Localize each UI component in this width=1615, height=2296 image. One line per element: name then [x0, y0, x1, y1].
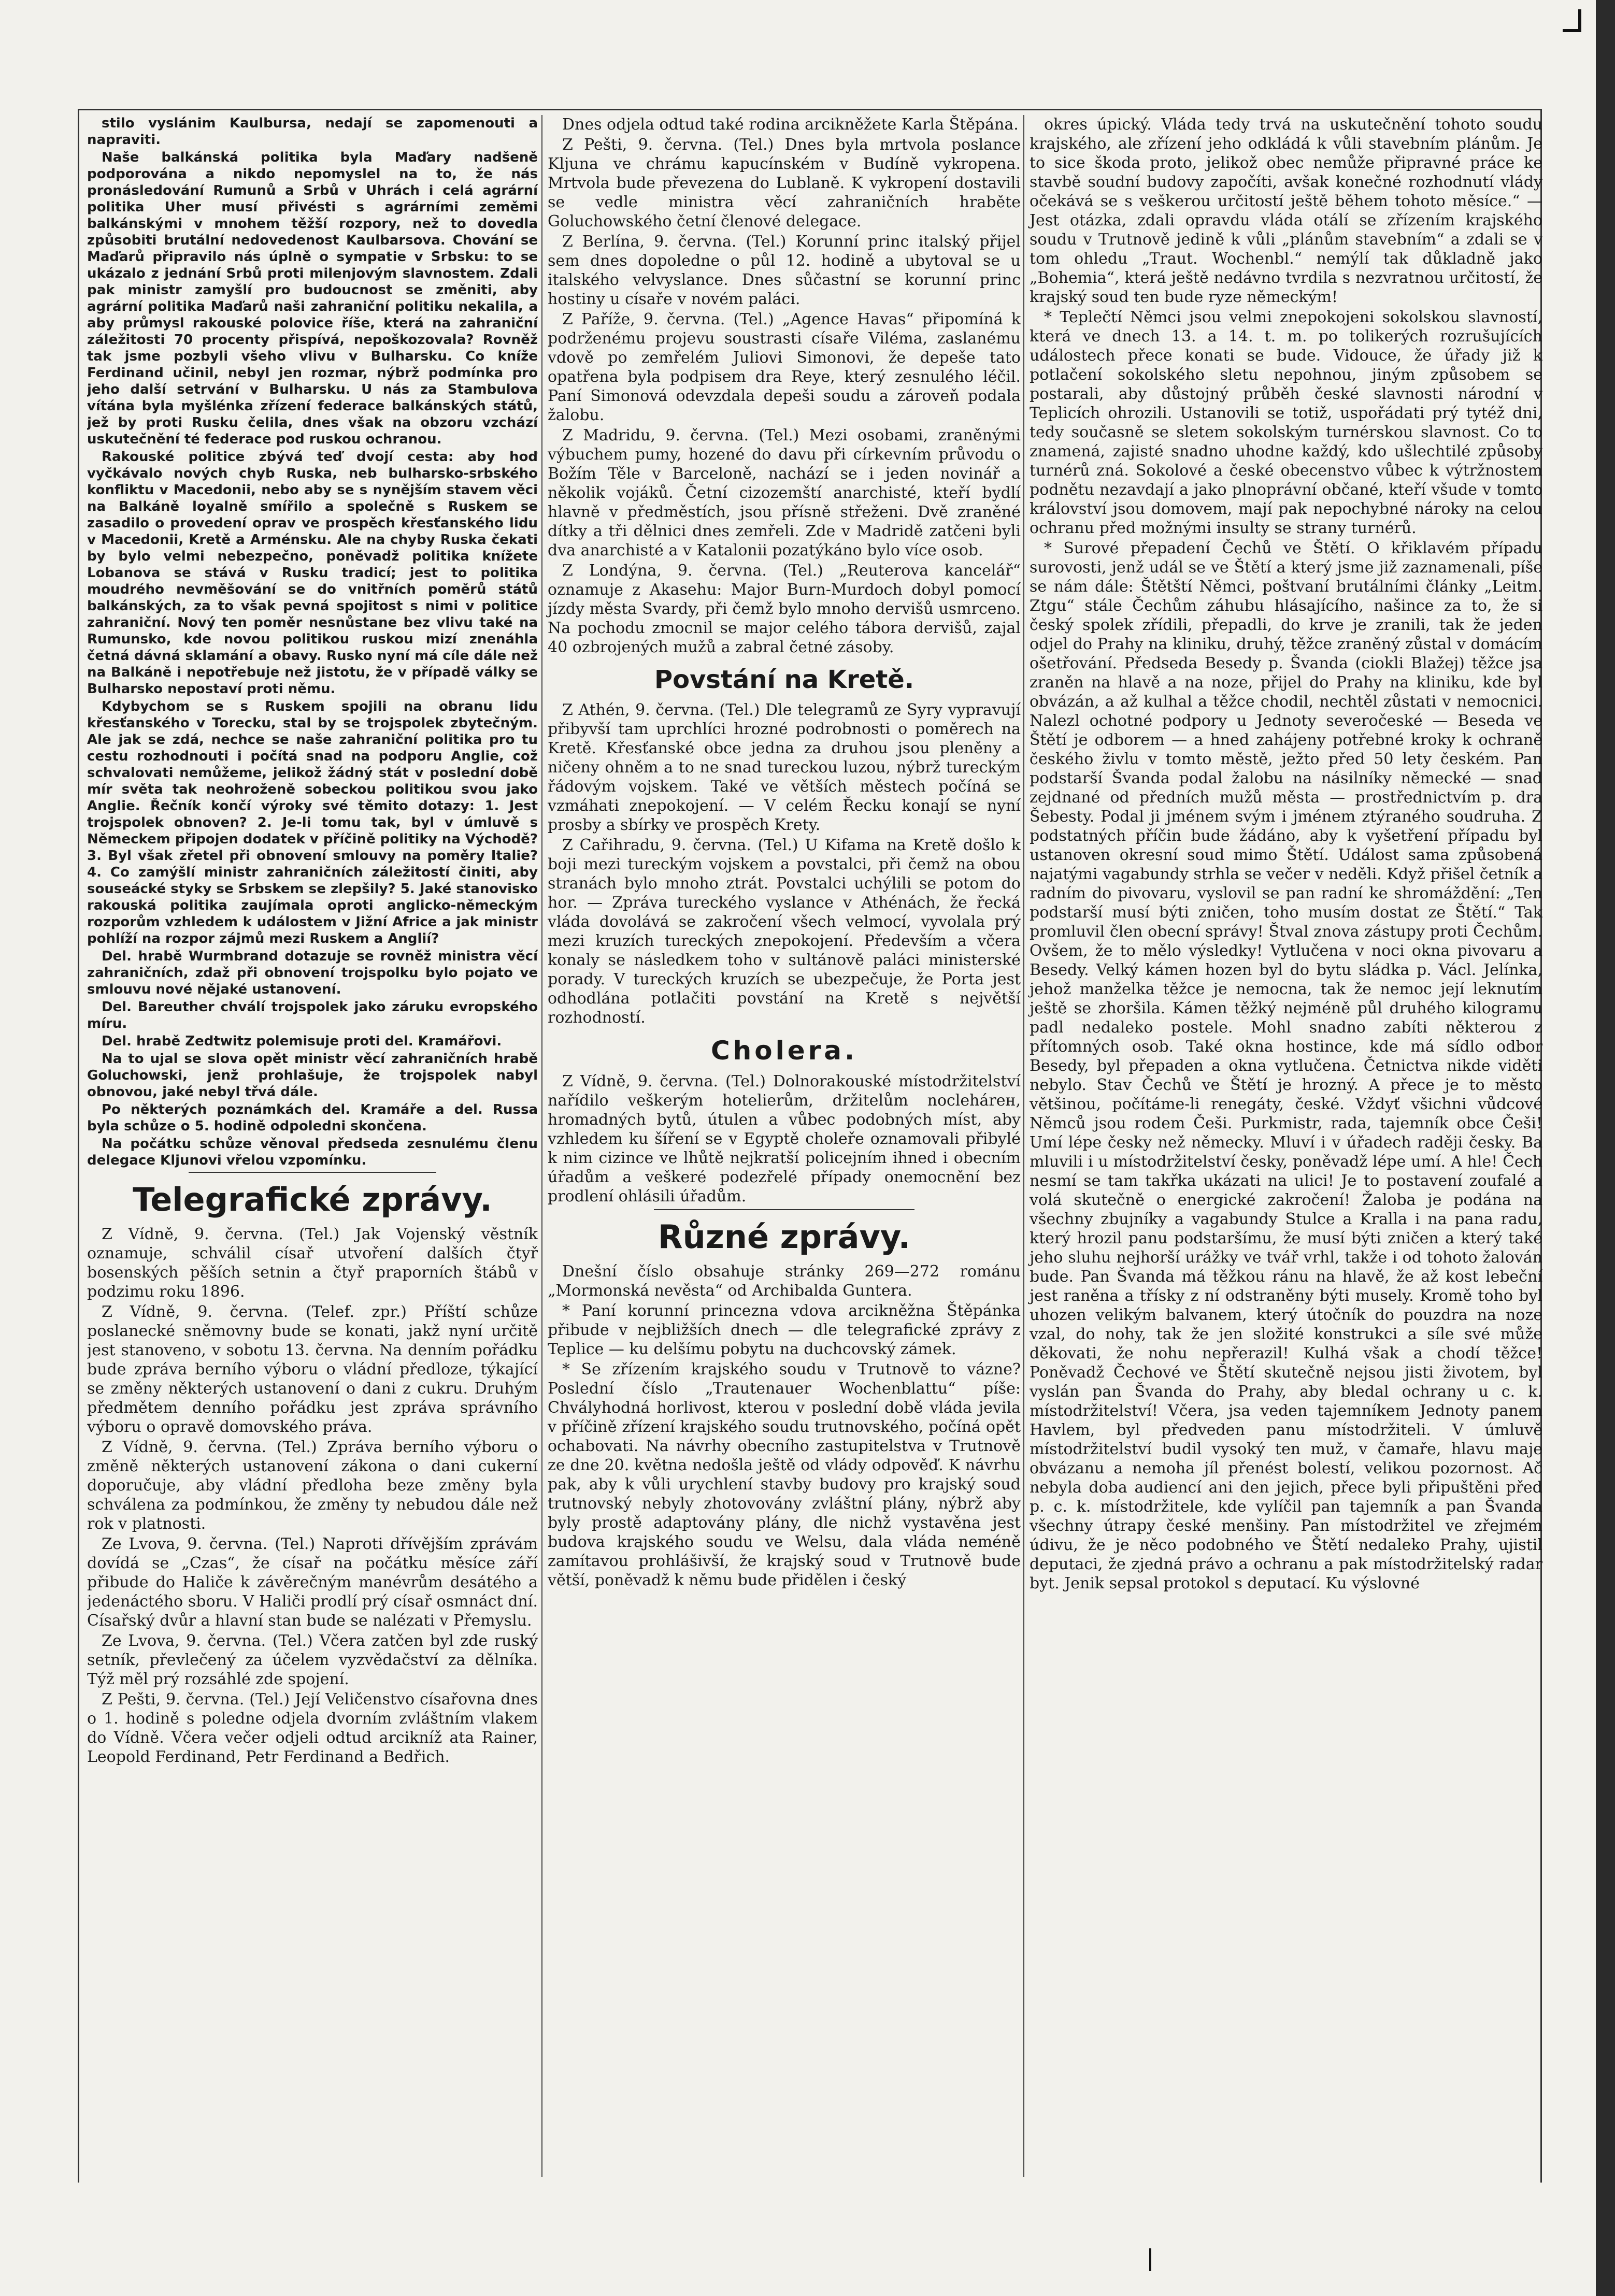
column-3 [1023, 115, 1542, 2177]
crop-mark [1563, 9, 1581, 32]
column-2 [541, 115, 1021, 2177]
paragraph: Del. hrabě Wurmbrand dotazuje se rovněž ministra věcí zahraničních, zdaž při obnovení trojspolku bylo pojato ve smlouvu nové nějaké ustanovení. [87, 949, 538, 997]
section-heading: Povstání na Kretě. [654, 665, 914, 694]
paragraph: Z Pešti, 9. června. (Tel.) Dnes byla mrtvola poslance Kljuna ve chrámu kapucínském v Budíně vykropena. Mrtvola bude převezena do Lublaně. K vykropení dostavili se vedle ministra věcí zahraničních hraběte Goluchowského četní členové delegace. [548, 136, 1021, 231]
paragraph: Ze Lvova, 9. června. (Tel.) Naproti dřívějším zprávám dovídá se „Czas“, že císař na počátku měsíce září přibude do Haliče k závěrečným manévrům desátého a jedenáctého sboru. V Haliči prodlí prý císař osmnáct dní. Císařský dvůr a hlavní stan bude se nalézati v Přemyslu. [87, 1535, 538, 1630]
paragraph: Z Madridu, 9. června. (Tel.) Mezi osobami, zraněnými výbuchem pumy, hozené do davu při církevním průvodu o Božím Těle v Barceloně, nachází se i jeden novinář a několik vojáků. Četní cizozemští anarchisté, kteří bydlí hlavně v předměstích, jsou přísně střeženi. Dvě zraněné dítky a tři dělnici dnes zemřeli. Zde v Madridě zatčeni byli dva anarchisté a v Katalonii pozatýkáno bylo více osob. [548, 426, 1021, 559]
paragraph: Z Vídně, 9. června. (Tel.) Jak Vojenský věstník oznamuje, schválil císař utvoření dalších čtyř bosenských pěších setnin a čtyř praporních štábů v podzimu roku 1896. [87, 1225, 538, 1301]
paragraph: * Paní korunní princezna vdova arcikněžna Štěpánka přibude v nejbližších dnech — dle telegrafické zprávy z Teplice — ku delšímu pobytu na duchcovský zámek. [548, 1302, 1021, 1358]
divider [654, 1209, 914, 1210]
section-heading: Telegrafické zprávy. [133, 1181, 492, 1218]
divider [189, 1172, 437, 1173]
print-mark [1149, 2248, 1151, 2271]
paragraph: Rakouské politice zbývá teď dvojí cesta: aby hoď vyčkávalo nových chyb Ruska, neb bulharsko-srbského konfliktu v Macedonii, nebo aby se s nynějším stavem věci na Balkáně loyalně smířilo a společně s Ruskem se zasadilo o provedení oprav ve prospěch křesťanského lidu v Macedonii, Kretě a Arménsku. Ale na chyby Ruska čekati by bylo velmi nebezpečno, poněvadž politika knížete Lobanova se stává v Rusku tradicí; jest to politika moudrého nevměšování se do vnitřních poměrů států balkánských, za to však pevná spojitost s nimi v politice zahraniční. Nový ten poměr nesnůstane bez vlivu také na Rumunsko, kde novou politikou ruskou mizí znenáhla četná dávná sklamání a obavy. Rusko nyní má cíle dále než na Balkáně i nepotřebuje než jistotu, že v případě války se Bulharsko nepostaví proti němu. [87, 449, 538, 697]
column-1 [87, 115, 538, 2177]
paragraph: Z Vídně, 9. června. (Tel.) Zpráva berního výboru o změně některých ustanovení zákona o dani cukerní doporučuje, aby vládní předloha beze změny byla schválena za podmínkou, že změny ty nebudou dále než rok v platnosti. [87, 1438, 538, 1533]
paragraph: * Surové přepadení Čechů ve Štětí. O křiklavém případu surovosti, jenž udál se ve Štětí a který jsme již zaznamenali, píše se nám dále: Štětští Němci, poštvaní brutálními články „Leitm. Ztgu“ stále Čechům záhubu hlásajícího, našince za to, že si český spolek zřídili, přepadli, do krve je zranili, tak že jeden odjel do Prahy na kliniku, druhý, těžce zraněný zůstal v domácím ošetřování. Předseda Besedy p. Švanda (ciokli Blažej) těžce jsa zraněn na hlavě a na noze, přijel do Prahy na kliniku, kde byl obvázán, a až kulhal a těžce chodil, nechtěl zůstati v nemocnici. Nalezl ochotné podpory u Jednoty severočeské — Beseda ve Štětí je odborem — a hned zahájeny potřebné kroky k ochraně českého živlu v tomto městě, ježto před 50 lety českém. Pan podstarší Švanda podal žalobu na násilníky německé — snad zejdnané od předních mužů města — prostřednictvím p. dra Šebesty. Podal ji jménem svým i jménem ztýraného soudruha. Z podstatných příčin bude žádáno, aby k vyšetření případu byl ustanoven okresní soud mimo Štětí. Událost sama způsobená najatými vagabundy strhla se večer v neděli. Když přišel četník a radním do pivovaru, vyslovil se pan radní ke shromáždění: „Ten podstarší musí býti zničen, toho musím dostat ze Štětí.“ Tak promluvil člen obecní správy! Štval znova zástupy proti Čechům. Ovšem, že to mělo výsledky! Vytlučena v noci okna pivovaru a Besedy. Velký kámen hozen byl do bytu sládka p. Václ. Jelínka, jehož manželka těžce je nemocna, tak že nemoc její leknutím ještě se zhoršila. Kámen těžký nejméně půl druhého kilogramu padl nedaleko postele. Mohl snadno zabíti některou z přítomných osob. Také okna hostince, kde má sídlo odbor Besedy, byl přepaden a okna vytlučena. Četnictva nikde viděti nebylo. Stav Čechů ve Štětí je hrozný. A přece je to město většinou, počítáme-li renegáty, české. Vždyť všichni vůdcové Němců jsou rodem Češi. Purkmistr, rada, tajemník obce Češi! Umí lépe česky než německy. Mluví i v úřadech raději česky. Ba mluvili i u místodržitelství česky, poněvadž lépe umí. A hle! Čech nesmí se tam takřka ukázati na ulici! Je to postavení zoufalé a volá skutečně o energické zakročení! Žaloba je podána na všechny zbujníky a vagabundy Stulce a Kralla i na pana radu, který hrozil panu podstaršímu, že musí býti zničen a který také jeho sluhu nejhorší urážky ve tvář vrhl, takže i od tohoto žalován bude. Pan Švanda má těžkou ránu na hlavě, že až kost lebeční jest raněna a třísky z ní odstraněny býti musely. Kromě toho byl uhozen velikým balvanem, který útočník do pouzdra na noze vzal, do nohy, tak že jen složité konstrukci a síle své může děkovati, že nohu nepřerazil! Kulhá však a chodí těžce! Poněvadž Čechové ve Štětí skutečně nejsou jisti životem, byl vyslán pan Švanda do Prahy, aby bledal ochrany u c. k. místodržitelství! Včera, jsa veden tajemníkem Jednoty panem Havlem, byl předveden panu místodržiteli. V úmluvě místodržitelství budil vysoký ten muž, v čamaře, hlavu maje obvázanu a nemoha jíl přenést bolestí, velikou pozornost. Ač nebyla doba audiencí ani den jejich, přece byli připuštěni před p. c. k. místodržitele, kde vylíčil pan tajemník a pan Švanda všechny útrapy české menšiny. Pan místodržitel ve zřejmém údivu, že je něco podobného ve Štětí nedaleko Prahy, ujistil deputaci, že zjedná právo a ochranu a pak místodržitelský radar byt. Jenik sepsal protokol s deputací. Ku výslovné [1030, 539, 1542, 1592]
paragraph: Del. Bareuther chválí trojspolek jako záruku evropského míru. [87, 999, 538, 1031]
paragraph: Kdybychom se s Ruskem spojili na obranu lidu křesťanského v Torecku, stal by se trojspolek zbytečným. Ale jak se zdá, nechce se naše zahraniční politika pro tu cestu rozhodnouti i počítá snad na podporu Anglie, což schvalovati nemůžeme, jelikož žádný stát v poslední době mír světa tak neohroženě sobeckou politikou svou jako Anglie. Řečník končí výroky své těmito dotazy: 1. Jest trojspolek obnoven? 2. Je-li tomu tak, byl v úmluvě s Německem připojen dodatek v příčině politiky na Východě? 3. Byl však zřetel při obnovení smlouvy na poměry Italie? 4. Co zamýšlí ministr zahraničních záležitostí činiti, aby souseácké styky se Srbskem se zlepšily? 5. Jaké stanovisko rakouská politika zaujímala oproti anglicko-německým rozporům vzhledem k událostem v Jižní Africe a jak ministr pohlíží na rozpor zájmů mezi Ruskem a Anglií? [87, 699, 538, 946]
paragraph: Z Paříže, 9. června. (Tel.) „Agence Havas“ připomíná k podrženému projevu soustrasti císaře Viléma, zaslanému vdově po zemřelém Juliovi Simonovi, že depeše tato opatřena byla podpisem dra Reye, který zesnulého léčil. Paní Simonová odevzdala depeši soudu a zároveň podala žalobu. [548, 310, 1021, 424]
paragraph: Po některých poznámkách del. Kramáře a del. Russa byla schůze o 5. hodině odpoledni skončena. [87, 1102, 538, 1134]
paragraph: Na to ujal se slova opět ministr věcí zahraničních hrabě Goluchowski, jenž prohlašuje, že trojspolek nabyl obnovou, jaké nebyl třvá dále. [87, 1051, 538, 1100]
paragraph: Ze Lvova, 9. června. (Tel.) Včera zatčen byl zde ruský setník, převlečený za účelem vyzvědačství za dělníka. Týž měl prý rozsáhlé zde spojení. [87, 1632, 538, 1688]
paragraph: * Teplečtí Němci jsou velmi znepokojeni sokolskou slavností, která ve dnech 13. a 14. t. m. po tolikerých rozrušujících událostech přece konati se bude. Vidouce, že úřady již k potlačení sokolského sletu nepohnou, jiným způsobem se postarali, aby důstojný průběh české slavnosti národní v Teplicích ohrozili. Ustanovili se totiž, uspořádati prý tytéž dni, tedy současně se sletem sokolským turnérskou slavnost. Co to znamená, zajisté snadno uhodne každý, kdo ušlechtilé způsoby turnérů zná. Sokolové a české obecenstvo vůbec k výtržnostem podnětu nezavdají a jako plnoprávní občané, kteří všude v tomto království jsou domovem, mají pak nepochybné nároky na celou ochranu před možnými insulty se strany turnérů. [1030, 308, 1542, 537]
section-heading: Různé zprávy. [658, 1218, 911, 1256]
paragraph: Dnes odjela odtud také rodina arcikněžete Karla Štěpána. [562, 116, 1019, 134]
paragraph: Z Athén, 9. června. (Tel.) Dle telegramů ze Syry vypravují přibyvší tam uprchlíci hrozné podrobnosti o poměrech na Kretě. Křesťanské obce jedna za druhou jsou pleněny a ničeny ohněm a to ne snad tureckou luzou, nýbrž tureckým řádovým vojskem. Také ve větších městech počíná se vzmáhati znepokojení. — V celém Řecku konají se nyní prosby a sbírky ve prospěch Krety. [548, 701, 1021, 834]
paragraph: Del. hrabě Zedtwitz polemisuje proti del. Kramářovi. [102, 1034, 502, 1049]
paragraph: Z Cařihradu, 9. června. (Tel.) U Kifama na Kretě došlo k boji mezi tureckým vojskem a povstalci, při čemž na obou stranách bylo mnoho ztrát. Povstalci uchýlili se potom do hor. — Zpráva tureckého vyslance v Athénách, že řecká vláda dovolává se zakročení všech velmocí, vyvolala prý mezi kruzích tureckých znepokojení. Především a včera konaly se následkem toho v sultánově paláci ministerské porady. V tureckých kruzích se ubezpečuje, že Porta jest odhodlána potlačiti povstání na Kretě s největší rozhodností. [548, 836, 1021, 1027]
paragraph: Z Berlína, 9. června. (Tel.) Korunní princ italský přijel sem dnes dopoledne o půl 12. hodině a ubytoval se u italského velvyslance. Dnes sůčastní se korunní princ hostiny u císaře v novém paláci. [548, 233, 1021, 308]
paragraph: Dnešní číslo obsahuje stránky 269—272 románu „Mormonská nevěsta“ od Archibalda Guntera. [548, 1262, 1021, 1300]
paragraph: Z Pešti, 9. června. (Tel.) Její Veličenstvo císařovna dnes o 1. hodině s poledne odjela dvorním zvláštním vlakem do Vídně. Včera večer odjeli odtud arcikníž ata Rainer, Leopold Ferdinand, Petr Ferdinand a Bedřich. [87, 1690, 538, 1766]
paragraph: Z Vídně, 9. června. (Telef. zpr.) Příští schůze poslanecké sněmovny bude se konati, jakž nyní určitě jest stanoveno, v sobotu 13. června. Na denním pořádku bude zpráva berního výboru o vládní předloze, týkající se změny některých ustanovení o dani z cukru. Druhým předmětem denního pořádku jest zpráva správního výboru o opravě domovského práva. [87, 1303, 538, 1436]
paragraph: Z Vídně, 9. června. (Tel.) Dolnorakouské místodržitelství nařídilo veškerým hotelierům, držitelům noclehárен, hromadných bytů, útulen a vůbec podobných míst, aby vzhledem ku šíření se v Egyptě choleře oznamovali přibylé k nim cizince ve lhůtě nejkratší policejním ihned i obecním úřadům a veškeré podezřelé případy onemocnění bez prodlení ohlásili úřadům. [548, 1072, 1021, 1206]
paragraph: stilo vyslánim Kaulbursa, nedají se zapomenouti a napraviti. [87, 116, 538, 148]
section-heading: Cholera. [710, 1036, 858, 1066]
paragraph: Naše balkánská politika byla Maďary nadšeně podporována a nikdo nepomyslel na to, že nás pronásledování Rumunů a Srbů v Uhrách i celá agrární politika Uher musí přivésti s agrárními zeměmi balkánskými v mnohem těžší rozpory, než to dovedla způsobiti brutální nedovedenost Kaulbarsova. Chování se Maďarů připravilo nás úplně o sympatie v Srbsku: to se ukázalo z jednání Srbů proti milenjovým slavnostem. Zdali pak ministr zamyšlí pro budoucnost se změniti, aby agrární politika Maďarů naši zahraniční politiku nekalila, a aby průmysl rakouské polovice říše, která na zahraniční záležitosti 70 procenty přispívá, nepoškozovala? Rovněž tak jsme pozbyli všeho vlivu v Bulharsku. Co kníže Ferdinand učinil, nebyl jen rozmar, nýbrž podmínka pro jeho další setrvání v Bulharsku. U nás za Stambulova vítána byla myšlénka zřízení federace balkánských států, jež by proti Rusku čelila, dnes však na obzoru vzchází uskutečnění té federace pod ruskou ochranou. [87, 150, 538, 447]
paragraph: okres úpický. Vláda tedy trvá na uskutečnění tohoto soudu krajského, ale zřízení jeho odkládá k vůli stavebním plánům. Je to sice škoda proto, jelikož obec nemůže připravné práce ke stavbě soudní budovy započíti, avšak konečné rozhodnutí vlády očekává se s veškerou určitostí ještě během tohoto měsíce.“ — Jest otázka, zdali opravdu vláda otálí se zřízením krajského soudu v Trutnově jedině k vůli „plánům stavebním“ a zdali se v tom ohledu „Traut. Wochenbl.“ nemýlí tak důkladně jako „Bohemia“, která ještě nedávno tvrdila s nezvratnou určitostí, že krajský soud ten bude ryze německým! [1030, 116, 1542, 306]
paragraph: Na počátku schůze věnoval předseda zesnulému členu delegace Kljunovi vřelou vzpomínku. [87, 1136, 538, 1168]
paragraph: * Se zřízením krajského soudu v Trutnově to vázne? Poslední číslo „Trautenauer Wochenblattu“ píše: Chvályhodná horlivost, kterou v poslední době vláda jevila v příčině zřízení krajského soudu trutnovského, počíná opět ochabovati. Na návrhy obecního zastupitelstva v Trutnově ze dne 20. května nedošla ještě od vlády odpověď. K návrhu pak, aby k vůli urychlení stavby budovy pro krajský soud trutnovský nebyly zhotovovány zvláštní plány, nýbrž aby byly prostě adaptovány plány, dle nichž vystavěna jest budova krajského soudu ve Welsu, dala vláda neméně zamítavou prohlášivší, že krajský soud v Trutnově bude větší, poněvadž k němu bude přidělen i český [548, 1360, 1021, 1589]
paragraph: Z Londýna, 9. června. (Tel.) „Reuterova kancelář“ oznamuje z Akasehu: Major Burn-Murdoch dobyl pomocí jízdy města Svardy, při čemž bylo mnoho dervišů usmrceno. Na pochodu zmocnil se major celého tábora dervišů, zajal 40 ozbrojených mužů a zabral četné zásoby. [548, 562, 1021, 656]
